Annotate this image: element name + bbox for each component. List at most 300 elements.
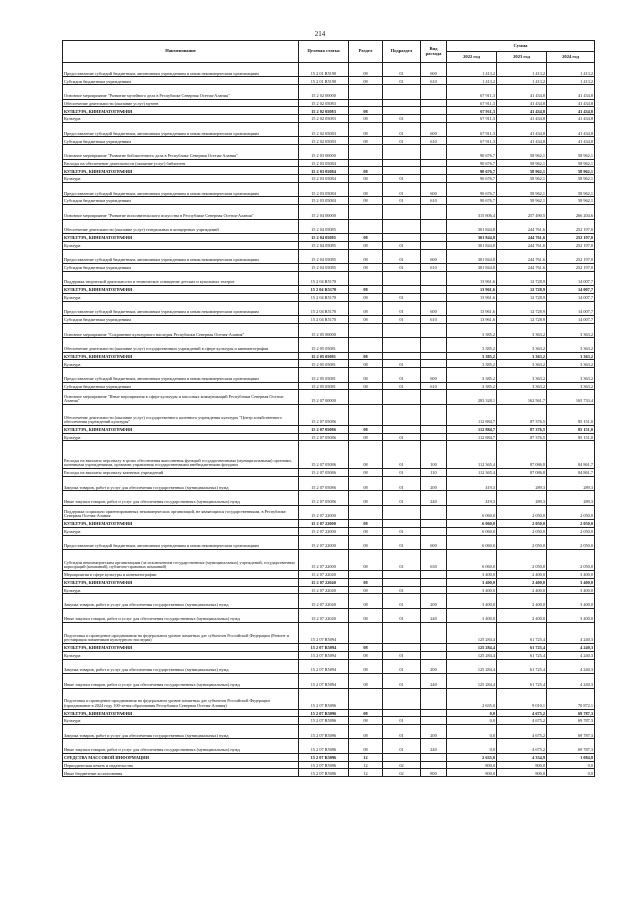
row-expense-type: 600 [421, 63, 447, 77]
row-section: 08 [349, 651, 383, 659]
row-sum-2022: 6 060,0 [447, 505, 497, 519]
row-sum-2023: 244 761,6 [497, 241, 547, 249]
row-sum-2024: 41 434,8 [547, 99, 595, 107]
row-section: 12 [349, 761, 383, 769]
row-section: 08 [349, 182, 383, 196]
row-name: Субсидии бюджетным учреждениям [63, 77, 299, 85]
row-expense-type: 200 [421, 594, 447, 608]
row-sum-2022: 6 060,0 [447, 535, 497, 549]
row-sum-2023: 1 413,2 [497, 77, 547, 85]
table-row [63, 77, 595, 85]
row-name: КУЛЬТУРА, КИНЕМАТОГРАФИЯ [63, 167, 299, 175]
row-sum-2024: 3 363,2 [547, 368, 595, 382]
row-sum-2024: 58 962,1 [547, 182, 595, 196]
row-subsection: 02 [383, 761, 421, 769]
row-expense-type [421, 586, 447, 594]
row-expense-type: 600 [421, 535, 447, 549]
row-name: КУЛЬТУРА, КИНЕМАТОГРАФИЯ [63, 644, 299, 652]
row-expense-type [421, 85, 447, 99]
row-sum-2022: 125 284,4 [447, 674, 497, 688]
row-sum-2022: 125 284,4 [447, 623, 497, 644]
row-subsection [383, 352, 421, 360]
row-target-article: 15 2 07 22040 [299, 578, 349, 586]
row-subsection: 01 [383, 122, 421, 136]
row-subsection: 01 [383, 316, 421, 324]
header-subsection: Подраздел [383, 41, 421, 63]
row-target-article: 15 2 05 05081 [299, 382, 349, 390]
row-sum-2024: 252 197,0 [547, 241, 595, 249]
row-sum-2022: 125 284,4 [447, 644, 497, 652]
row-section [349, 85, 383, 99]
row-sum-2023: 2 400,0 [497, 594, 547, 608]
row-sum-2022: 800,0 [447, 769, 497, 777]
row-target-article: 15 2 05 05081 [299, 360, 349, 368]
row-sum-2024: 252 197,0 [547, 233, 595, 241]
page-number: 214 [314, 30, 326, 38]
row-name: Основное мероприятие "Развитие библиотечного дела в Республике Северная Осетия-Алания" [63, 145, 299, 159]
row-subsection: 01 [383, 441, 421, 469]
row-name: Расходы на обеспечение деятельности (оказание услуг) библиотек [63, 159, 299, 167]
row-target-article: 15 2 02 05083 [299, 115, 349, 123]
row-section: 08 [349, 382, 383, 390]
row-name: Подготовка и проведение празднования на федеральном уровне памятных дат субъектов Российской Федерации (Ремонт и реставрация памятников культурного наследия) [63, 623, 299, 644]
table-row [63, 122, 595, 136]
row-target-article: 15 2 04 05085 [299, 219, 349, 233]
row-section [349, 159, 383, 167]
row-section: 08 [349, 286, 383, 294]
row-sum-2022: 3 385,2 [447, 323, 497, 337]
header-target-article: Целевая статья [299, 41, 349, 63]
row-sum-2022: 6 060,0 [447, 527, 497, 535]
row-name: Субсидии бюджетным учреждениям [63, 382, 299, 390]
row-name: Иные закупки товаров, работ и услуг для обеспечения государственных (муниципальных) нужд [63, 491, 299, 505]
row-sum-2023: 58 962,1 [497, 167, 547, 175]
row-target-article: 15 2 07 R5096 [299, 725, 349, 739]
row-section: 08 [349, 137, 383, 145]
row-sum-2022: 301 844,8 [447, 241, 497, 249]
row-sum-2023: 244 761,6 [497, 219, 547, 233]
row-expense-type [421, 286, 447, 294]
row-sum-2023: 257 490,5 [497, 205, 547, 219]
row-sum-2022: 3 400,0 [447, 586, 497, 594]
row-sum-2023: 4 675,2 [497, 739, 547, 753]
table-row [63, 167, 595, 175]
row-section: 08 [349, 241, 383, 249]
row-name: Закупка товаров, работ и услуг для обеспечения государственных (муниципальных) нужд [63, 725, 299, 739]
row-sum-2022: 0,0 [447, 739, 497, 753]
row-section [349, 145, 383, 159]
row-target-article: 15 2 07 05086 [299, 404, 349, 425]
row-sum-2024: 266 204,6 [547, 205, 595, 219]
table-row [63, 352, 595, 360]
row-sum-2024: 41 434,8 [547, 115, 595, 123]
row-sum-2022: 90 676,7 [447, 197, 497, 205]
row-sum-2022: 67 911,3 [447, 122, 497, 136]
row-target-article: 15 2 07 R5096 [299, 739, 349, 753]
row-sum-2024: 41 434,8 [547, 137, 595, 145]
table-row [63, 688, 595, 709]
row-sum-2024: 41 434,8 [547, 107, 595, 115]
row-name: Основное мероприятие "Развитие музейного дела в Республике Северная Осетия-Алания" [63, 85, 299, 99]
row-subsection: 01 [383, 476, 421, 490]
row-sum-2022: 1 413,2 [447, 63, 497, 77]
row-expense-type: 610 [421, 197, 447, 205]
row-sum-2022: 112 884,7 [447, 425, 497, 433]
row-sum-2024: 1 084,8 [547, 753, 595, 761]
row-section: 08 [349, 717, 383, 725]
table-row [63, 338, 595, 352]
row-target-article: 15 2 07 22040 [299, 570, 349, 578]
row-name: Культура [63, 527, 299, 535]
table-row [63, 469, 595, 477]
table-row [63, 594, 595, 608]
row-section: 08 [349, 167, 383, 175]
row-sum-2024: 4 240,3 [547, 659, 595, 673]
row-sum-2024: 3 363,2 [547, 360, 595, 368]
row-sum-2023: 244 761,6 [497, 249, 547, 263]
row-subsection [383, 323, 421, 337]
row-expense-type [421, 175, 447, 183]
row-section: 08 [349, 316, 383, 324]
row-target-article: 15 2 04 R5170 [299, 316, 349, 324]
row-sum-2024: 69 787,3 [547, 739, 595, 753]
row-subsection: 01 [383, 368, 421, 382]
row-sum-2024: 69 787,3 [547, 717, 595, 725]
row-name: Иные закупки товаров, работ и услуг для обеспечения государственных (муниципальных) нужд [63, 674, 299, 688]
row-sum-2023: 4 334,9 [497, 753, 547, 761]
row-target-article: 15 2 07 R5096 [299, 753, 349, 761]
table-row [63, 63, 595, 77]
row-subsection: 02 [383, 769, 421, 777]
row-sum-2023: 3 363,2 [497, 368, 547, 382]
row-sum-2023: 3 363,2 [497, 338, 547, 352]
row-name: Расходы на выплаты персоналу казенных учреждений [63, 469, 299, 477]
table-row [63, 159, 595, 167]
row-expense-type [421, 753, 447, 761]
row-sum-2022: 125 284,4 [447, 651, 497, 659]
row-section: 08 [349, 709, 383, 717]
row-subsection: 01 [383, 360, 421, 368]
row-sum-2022: 3 385,2 [447, 360, 497, 368]
row-subsection: 01 [383, 535, 421, 549]
row-name: Субсидии бюджетным учреждениям [63, 197, 299, 205]
row-target-article: 15 2 07 00000 [299, 390, 349, 404]
row-sum-2023: 2 050,0 [497, 527, 547, 535]
row-sum-2023: 244 761,6 [497, 233, 547, 241]
row-expense-type: 240 [421, 739, 447, 753]
row-target-article: 15 2 07 R5094 [299, 674, 349, 688]
row-name: Основное мероприятие "Иные мероприятия в сфере культуры и массовых коммуникаций Республики Северная Осетия-Алания" [63, 390, 299, 404]
row-sum-2024: 252 197,0 [547, 263, 595, 271]
table-row [63, 586, 595, 594]
row-section: 08 [349, 63, 383, 77]
row-sum-2024: 252 197,0 [547, 219, 595, 233]
row-section [349, 688, 383, 709]
row-name: Иные закупки товаров, работ и услуг для обеспечения государственных (муниципальных) нужд [63, 608, 299, 622]
row-expense-type: 200 [421, 659, 447, 673]
row-section: 08 [349, 594, 383, 608]
row-target-article: 15 2 05 05081 [299, 368, 349, 382]
table-row [63, 659, 595, 673]
row-target-article: 15 2 05 00000 [299, 323, 349, 337]
row-sum-2022: 67 911,3 [447, 107, 497, 115]
row-expense-type [421, 578, 447, 586]
table-row [63, 115, 595, 123]
row-sum-2023: 61 725,4 [497, 674, 547, 688]
row-name: КУЛЬТУРА, КИНЕМАТОГРАФИЯ [63, 425, 299, 433]
row-subsection [383, 688, 421, 709]
row-sum-2022: 283 328,1 [447, 390, 497, 404]
row-expense-type [421, 323, 447, 337]
row-expense-type [421, 205, 447, 219]
row-target-article: 15 2 07 R5096 [299, 688, 349, 709]
row-sum-2023: 41 434,8 [497, 122, 547, 136]
row-subsection [383, 753, 421, 761]
row-expense-type: 240 [421, 608, 447, 622]
row-expense-type: 600 [421, 368, 447, 382]
row-sum-2022: 6 060,0 [447, 519, 497, 527]
row-name: Предоставление субсидий бюджетным, автономным учреждениям и иным некоммерческим организациям [63, 63, 299, 77]
row-sum-2022: 1 413,2 [447, 77, 497, 85]
row-sum-2022: 13 961,6 [447, 271, 497, 285]
row-section: 08 [349, 659, 383, 673]
row-subsection [383, 145, 421, 159]
row-expense-type [421, 338, 447, 352]
row-section [349, 623, 383, 644]
row-expense-type [421, 404, 447, 425]
table-row [63, 441, 595, 469]
row-section: 08 [349, 441, 383, 469]
row-name: Иные бюджетные ассигнования [63, 769, 299, 777]
row-target-article: 15 2 07 05086 [299, 491, 349, 505]
header-year-2022: 2022 год [447, 52, 497, 63]
row-sum-2023: 87 376,5 [497, 404, 547, 425]
row-sum-2024: 58 962,1 [547, 167, 595, 175]
row-sum-2024: 3 400,0 [547, 594, 595, 608]
row-sum-2023: 2 400,0 [497, 586, 547, 594]
row-name: Основное мероприятие "Сохранение культурного наследия Республики Северная Осетия-Алания" [63, 323, 299, 337]
row-sum-2023: 61 725,4 [497, 651, 547, 659]
row-subsection: 01 [383, 586, 421, 594]
row-expense-type [421, 241, 447, 249]
row-expense-type: 610 [421, 382, 447, 390]
row-expense-type: 200 [421, 725, 447, 739]
table-row [63, 99, 595, 107]
table-row [63, 175, 595, 183]
table-row [63, 404, 595, 425]
row-sum-2023: 2 050,0 [497, 519, 547, 527]
row-target-article: 15 2 07 05086 [299, 433, 349, 441]
row-subsection [383, 404, 421, 425]
row-sum-2022: 419,3 [447, 491, 497, 505]
row-section: 08 [349, 608, 383, 622]
row-target-article: 15 2 04 R5170 [299, 271, 349, 285]
row-subsection: 01 [383, 263, 421, 271]
row-subsection: 01 [383, 725, 421, 739]
row-expense-type [421, 233, 447, 241]
row-section: 08 [349, 77, 383, 85]
table-row [63, 505, 595, 519]
row-subsection [383, 425, 421, 433]
table-row [63, 249, 595, 263]
row-sum-2022: 3 385,2 [447, 368, 497, 382]
header-expense-type: Вид расхода [421, 41, 447, 63]
row-subsection [383, 338, 421, 352]
row-sum-2023: 244 761,6 [497, 263, 547, 271]
row-name: СРЕДСТВА МАССОВОЙ ИНФОРМАЦИИ [63, 753, 299, 761]
row-expense-type [421, 352, 447, 360]
row-sum-2024: 84 861,7 [547, 469, 595, 477]
row-subsection: 01 [383, 301, 421, 315]
row-sum-2024: 58 962,1 [547, 175, 595, 183]
row-sum-2024: 14 007,7 [547, 301, 595, 315]
row-sum-2022: 3 400,0 [447, 570, 497, 578]
row-name: Закупка товаров, работ и услуг для обеспечения государственных (муниципальных) нужд [63, 594, 299, 608]
row-expense-type [421, 761, 447, 769]
row-expense-type [421, 717, 447, 725]
row-subsection: 01 [383, 594, 421, 608]
row-target-article: 15 2 07 R5094 [299, 644, 349, 652]
row-sum-2024: 252 197,0 [547, 249, 595, 263]
row-sum-2024: 4 240,3 [547, 644, 595, 652]
row-sum-2023: 41 434,8 [497, 85, 547, 99]
row-sum-2023: 87 376,5 [497, 425, 547, 433]
table-row [63, 527, 595, 535]
row-section: 08 [349, 425, 383, 433]
row-section: 08 [349, 527, 383, 535]
row-expense-type: 610 [421, 263, 447, 271]
table-row [63, 476, 595, 490]
table-row [63, 107, 595, 115]
row-sum-2024: 58 962,1 [547, 197, 595, 205]
table-body [63, 63, 595, 777]
row-sum-2023: 289,3 [497, 476, 547, 490]
header-sum: Сумма [447, 41, 595, 52]
row-subsection: 01 [383, 241, 421, 249]
row-name: Иные закупки товаров, работ и услуг для обеспечения государственных (муниципальных) нужд [63, 739, 299, 753]
row-sum-2023: 9 010,1 [497, 688, 547, 709]
row-name: КУЛЬТУРА, КИНЕМАТОГРАФИЯ [63, 352, 299, 360]
row-sum-2023: 3 363,2 [497, 382, 547, 390]
table-row [63, 301, 595, 315]
row-target-article: 15 2 07 22000 [299, 549, 349, 570]
row-subsection [383, 623, 421, 644]
table-row [63, 263, 595, 271]
row-name: КУЛЬТУРА, КИНЕМАТОГРАФИЯ [63, 709, 299, 717]
row-sum-2023: 58 962,1 [497, 159, 547, 167]
row-sum-2023: 289,3 [497, 491, 547, 505]
row-subsection: 01 [383, 63, 421, 77]
row-name: Предоставление субсидий бюджетным, автономным учреждениям и иным некоммерческим организациям [63, 122, 299, 136]
row-section [349, 404, 383, 425]
row-target-article: 15 2 07 05086 [299, 425, 349, 433]
row-sum-2023: 2 400,0 [497, 608, 547, 622]
row-expense-type [421, 159, 447, 167]
row-subsection: 01 [383, 469, 421, 477]
row-expense-type [421, 623, 447, 644]
table-row [63, 644, 595, 652]
row-sum-2024: 41 434,8 [547, 85, 595, 99]
row-sum-2022: 301 844,8 [447, 233, 497, 241]
row-sum-2023: 2 050,0 [497, 535, 547, 549]
row-name: Культура [63, 433, 299, 441]
row-section: 12 [349, 769, 383, 777]
row-sum-2023: 58 962,1 [497, 145, 547, 159]
table-row [63, 570, 595, 578]
row-section: 08 [349, 249, 383, 263]
row-expense-type [421, 433, 447, 441]
table-row [63, 85, 595, 99]
row-sum-2024: 3 363,2 [547, 352, 595, 360]
row-expense-type [421, 271, 447, 285]
header-section: Раздел [349, 41, 383, 63]
row-sum-2024: 2 050,0 [547, 535, 595, 549]
row-target-article: 15 2 05 05081 [299, 338, 349, 352]
row-target-article: 15 2 07 R5096 [299, 717, 349, 725]
table-row [63, 725, 595, 739]
row-target-article: 15 2 07 R5094 [299, 651, 349, 659]
row-sum-2024: 41 434,8 [547, 122, 595, 136]
row-sum-2022: 90 676,7 [447, 145, 497, 159]
row-target-article: 15 2 07 22000 [299, 527, 349, 535]
table-row [63, 753, 595, 761]
row-sum-2024: 69 787,3 [547, 709, 595, 717]
row-section: 08 [349, 549, 383, 570]
row-subsection [383, 570, 421, 578]
row-section [349, 99, 383, 107]
row-section [349, 390, 383, 404]
row-subsection: 01 [383, 549, 421, 570]
row-expense-type [421, 390, 447, 404]
row-name: Культура [63, 115, 299, 123]
row-expense-type [421, 107, 447, 115]
row-name: Субсидии некоммерческим организациям (за исключением государственных (муниципальных) учреждений, государственных корпораций (компаний), публично-правовых компаний) [63, 549, 299, 570]
row-name: Обеспечение деятельности (оказание услуг) государственных учреждений в сфере культуры и кинематографии [63, 338, 299, 352]
table-row [63, 549, 595, 570]
row-target-article: 15 2 07 05086 [299, 476, 349, 490]
table-row [63, 433, 595, 441]
row-name: Культура [63, 293, 299, 301]
row-sum-2022: 112 365,4 [447, 441, 497, 469]
row-sum-2022: 800,0 [447, 761, 497, 769]
row-subsection [383, 233, 421, 241]
row-name: Субсидии бюджетным учреждениям [63, 316, 299, 324]
row-expense-type [421, 519, 447, 527]
row-sum-2023: 87 086,8 [497, 441, 547, 469]
row-subsection: 01 [383, 137, 421, 145]
row-sum-2024: 2 050,0 [547, 549, 595, 570]
row-expense-type: 630 [421, 549, 447, 570]
row-section: 08 [349, 175, 383, 183]
row-sum-2023: 3 363,2 [497, 323, 547, 337]
row-subsection [383, 159, 421, 167]
row-section: 08 [349, 725, 383, 739]
row-sum-2024: 3 363,2 [547, 323, 595, 337]
row-sum-2024: 165 733,4 [547, 390, 595, 404]
row-name: Обеспечение деятельности (оказание услуг) театральных и концертных учреждений [63, 219, 299, 233]
row-name: Предоставление субсидий бюджетным, автономным учреждениям и иным некоммерческим организациям [63, 301, 299, 315]
table-row [63, 608, 595, 622]
row-subsection [383, 709, 421, 717]
row-target-article: 15 2 04 05085 [299, 241, 349, 249]
row-subsection [383, 205, 421, 219]
row-sum-2024: 4 240,3 [547, 651, 595, 659]
table-row [63, 491, 595, 505]
row-name: Закупка товаров, работ и услуг для обеспечения государственных (муниципальных) нужд [63, 476, 299, 490]
table-row [63, 623, 595, 644]
row-sum-2023: 41 434,8 [497, 107, 547, 115]
row-expense-type: 610 [421, 316, 447, 324]
